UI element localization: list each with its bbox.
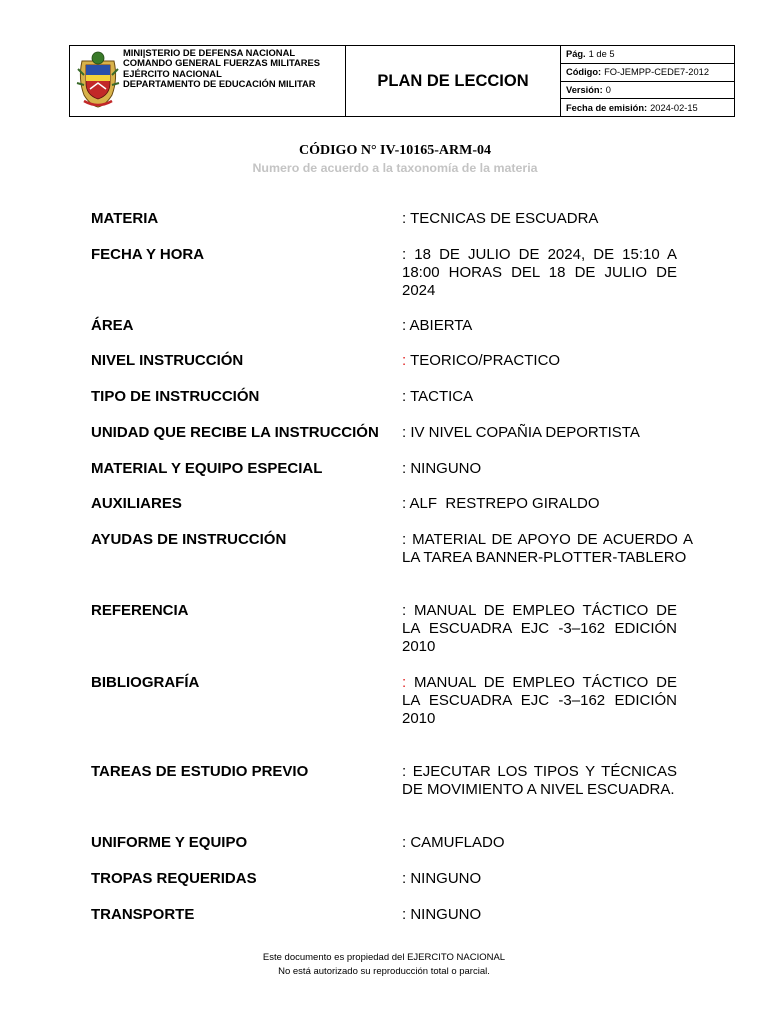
field-value [402, 246, 677, 300]
organization-names [123, 48, 320, 89]
organization-block [70, 46, 346, 116]
field-colon: : [402, 674, 407, 691]
meta-issue-date [561, 99, 734, 116]
meta-code-value: FO-JEMPP-CEDE7-2012 [604, 67, 709, 78]
field-value [402, 352, 677, 370]
field-value-text: MANUAL DE EMPLEO TÁCTICO DE LA ESCUADRA EJC -3–162 EDICIÓN 2010 [402, 674, 677, 727]
field-colon: : [402, 460, 407, 477]
org-line-ministry: MINI|STERIO DE DEFENSA NACIONAL [123, 47, 296, 58]
field-colon: : [402, 763, 407, 780]
field-colon: : [402, 495, 407, 512]
field-colon: : [402, 906, 407, 923]
org-line-department: DEPARTAMENTO DE EDUCACIÓN MILITAR [123, 77, 316, 89]
field-value [402, 674, 677, 728]
field-value-text: EJECUTAR LOS TIPOS Y TÉCNICAS DE MOVIMIENTO A NIVEL ESCUADRA. [402, 763, 677, 798]
field-colon: : [402, 388, 407, 405]
field-colon: : [402, 834, 407, 851]
field-value [402, 906, 677, 924]
meta-version-value: 0 [605, 84, 611, 95]
field-label: AUXILIARES [91, 495, 182, 512]
field-label: UNIFORME Y EQUIPO [91, 834, 248, 851]
meta-page [561, 46, 734, 64]
org-line-army: EJÉRCITO NACIONAL [123, 67, 222, 79]
field-colon: : [402, 424, 407, 441]
field-label: TRANSPORTE [91, 906, 195, 923]
field-label: REFERENCIA [91, 602, 189, 619]
field-label: UNIDAD QUE RECIBE LA INSTRUCCIÓN [91, 424, 379, 441]
field-label: NIVEL INSTRUCCIÓN [91, 352, 244, 369]
field-colon: : [402, 246, 407, 263]
org-line-command: COMANDO GENERAL FUERZAS MILITARES [123, 57, 321, 69]
field-value [402, 460, 677, 478]
field-value-text: MATERIAL DE APOYO DE ACUERDO A LA TAREA BANNER-PLOTTER-TABLERO [402, 531, 693, 566]
meta-issue-date-value: 2024-02-15 [650, 102, 698, 113]
field-label: MATERIA [91, 210, 159, 227]
army-crest-logo [76, 49, 120, 109]
meta-code-label: Código: [566, 67, 602, 78]
lesson-code-title: CÓDIGO N° IV-10165-ARM-04 [299, 143, 491, 158]
doc-title: PLAN DE LECCION [346, 46, 561, 116]
field-value-text: TACTICA [406, 388, 474, 405]
field-label: TAREAS DE ESTUDIO PREVIO [91, 763, 309, 780]
field-value-text: CAMUFLADO [406, 834, 505, 851]
field-value [402, 388, 677, 406]
field-label: ÁREA [91, 317, 134, 334]
meta-version-label: Versión: [566, 84, 603, 95]
field-value [402, 834, 677, 852]
field-label: TIPO DE INSTRUCCIÓN [91, 388, 260, 405]
field-value [402, 602, 677, 656]
field-value [402, 531, 693, 567]
meta-page-label: Pág. [566, 49, 586, 60]
footer-copyright-line: No está autorizado su reproducción total o parcial. [278, 966, 490, 977]
field-value-text: NINGUNO [406, 906, 482, 923]
field-value [402, 870, 677, 888]
lesson-code-subtitle: Numero de acuerdo a la taxonomía de la materia [252, 161, 538, 175]
field-value [402, 495, 677, 513]
field-colon: : [402, 870, 407, 887]
field-colon: : [402, 352, 407, 369]
field-colon: : [402, 210, 407, 227]
field-value-text: ABIERTA [406, 317, 473, 334]
document-footer [0, 951, 768, 979]
field-value [402, 763, 677, 799]
field-colon: : [402, 317, 407, 334]
field-colon: : [402, 602, 407, 619]
field-value-text: NINGUNO [406, 460, 482, 477]
field-label: BIBLIOGRAFÍA [91, 674, 200, 691]
field-value [402, 210, 677, 228]
meta-issue-date-label: Fecha de emisión: [566, 102, 648, 113]
field-colon: : [402, 531, 407, 548]
field-value [402, 424, 693, 442]
field-value-text: IV NIVEL COPAÑIA DEPORTISTA [406, 424, 640, 441]
meta-code [561, 64, 734, 82]
field-label: TROPAS REQUERIDAS [91, 870, 257, 887]
field-label: MATERIAL Y EQUIPO ESPECIAL [91, 460, 323, 477]
field-value-text: NINGUNO [406, 870, 482, 887]
doc-meta [561, 46, 734, 116]
document-header [69, 45, 735, 117]
field-label: FECHA Y HORA [91, 246, 205, 263]
field-value-text: ALF RESTREPO GIRALDO [406, 495, 600, 512]
field-value-text: TECNICAS DE ESCUADRA [406, 210, 599, 227]
meta-page-value: 1 de 5 [588, 49, 615, 60]
meta-version [561, 82, 734, 100]
field-label: AYUDAS DE INSTRUCCIÓN [91, 531, 287, 548]
footer-ownership-line: Este documento es propiedad del EJERCITO NACIONAL [262, 952, 506, 963]
field-value-text: TEORICO/PRACTICO [406, 352, 561, 369]
field-value [402, 317, 677, 335]
field-value-text: MANUAL DE EMPLEO TÁCTICO DE LA ESCUADRA EJC -3–162 EDICIÓN 2010 [402, 602, 677, 655]
field-value-text: 18 DE JULIO DE 2024, DE 15:10 A 18:00 HORAS DEL 18 DE JULIO DE 2024 [402, 246, 677, 299]
